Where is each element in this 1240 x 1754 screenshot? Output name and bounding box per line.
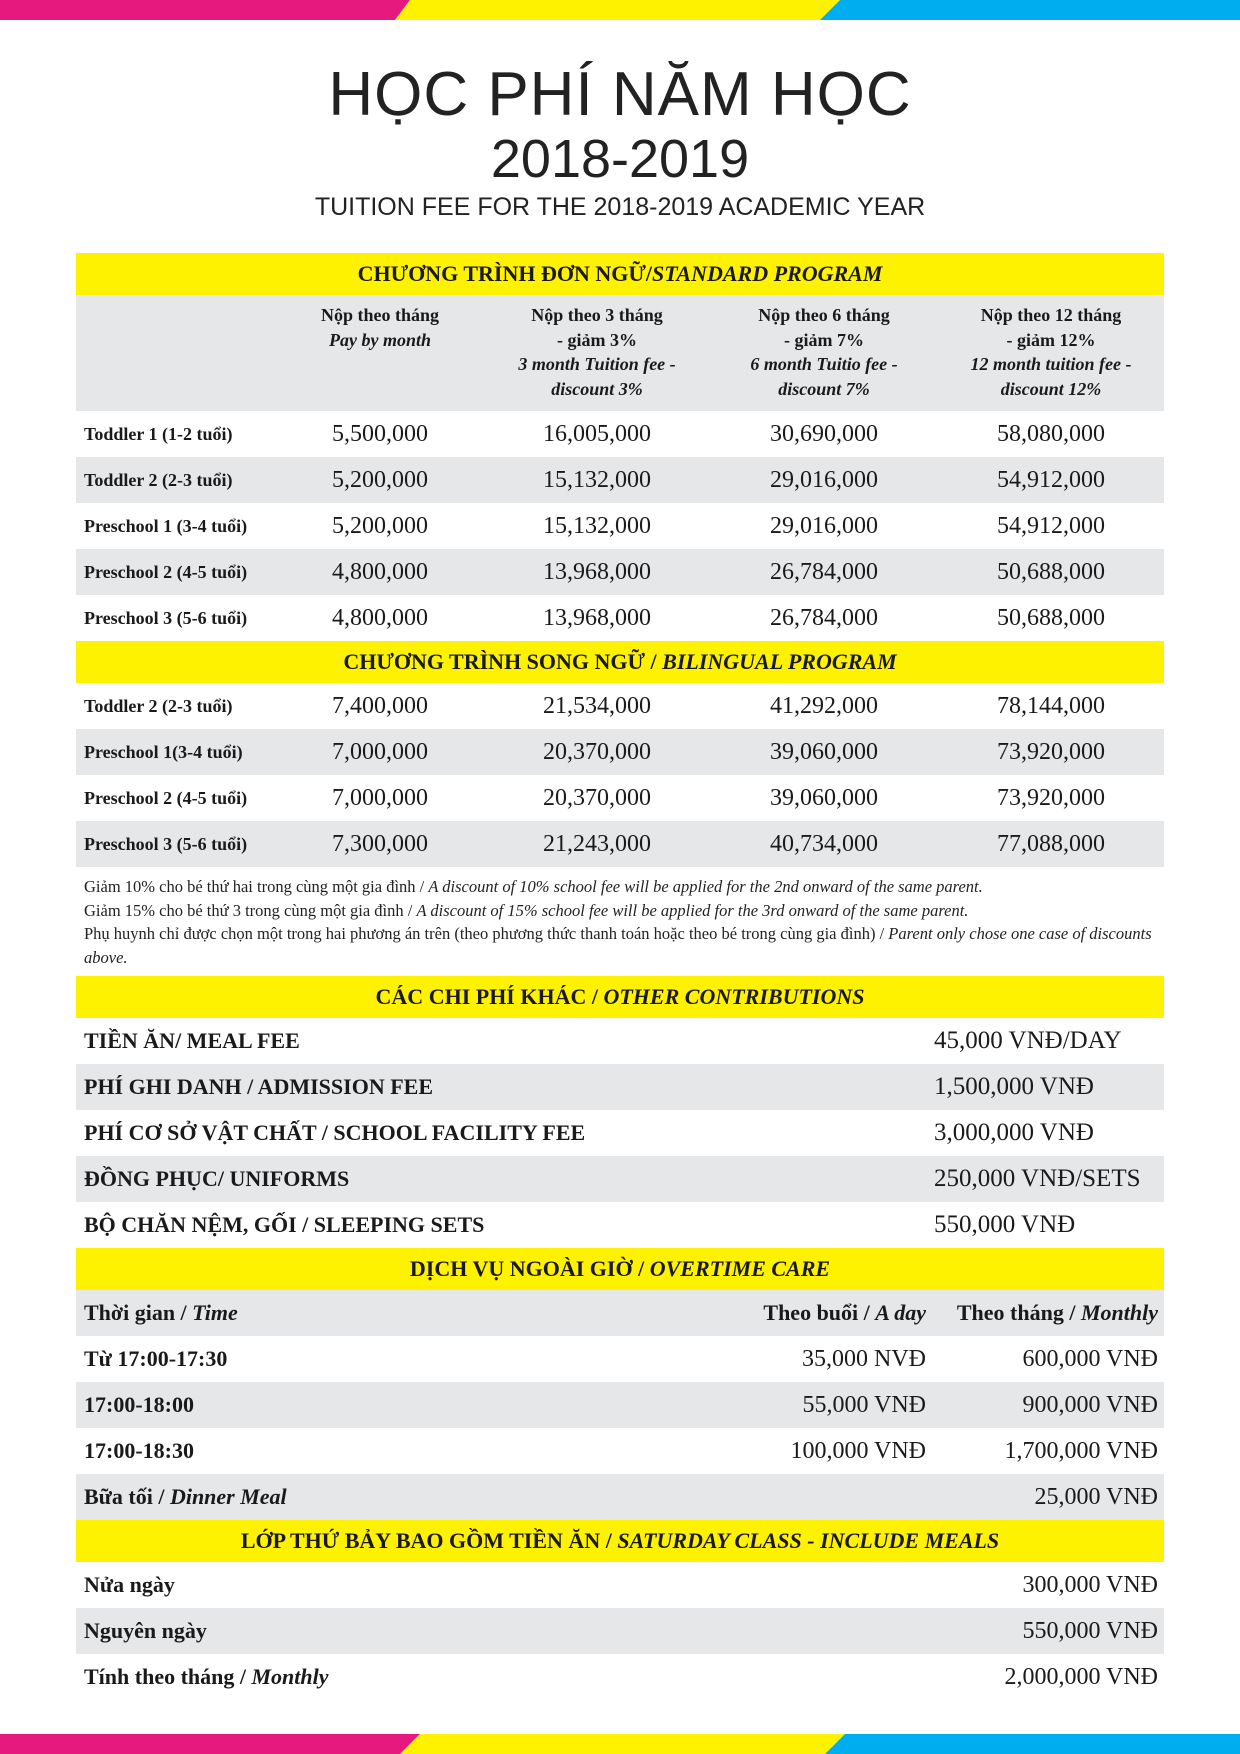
standard-program-heading: CHƯƠNG TRÌNH ĐƠN NGỮ/STANDARD PROGRAM bbox=[76, 253, 1164, 295]
table-row: Từ 17:00-17:30 35,000 NVĐ 600,000 VNĐ bbox=[84, 1345, 1158, 1372]
fee-content bbox=[76, 253, 1164, 1700]
column-header-row bbox=[76, 295, 1164, 411]
top-color-stripe bbox=[0, 0, 1240, 20]
academic-year: 2018-2019 bbox=[490, 129, 750, 189]
standard-fee-table bbox=[76, 295, 1164, 641]
list-item: ĐỒNG PHỤC/ UNIFORMS 250,000 VNĐ/SETS bbox=[76, 1156, 1164, 1202]
table-row: Preschool 1 (3-4 tuổi) 5,200,000 15,132,000 29,016,000 54,912,000 bbox=[84, 512, 1105, 539]
list-item: PHÍ CƠ SỞ VẬT CHẤT / SCHOOL FACILITY FEE 3,000,000 VNĐ bbox=[84, 1119, 1094, 1146]
overtime-care-heading: DỊCH VỤ NGOÀI GIỜ / OVERTIME CARE bbox=[76, 1248, 1164, 1290]
table-row: Preschool 3 (5-6 tuổi) 4,800,000 13,968,000 26,784,000 50,688,000 bbox=[84, 604, 1105, 631]
table-row: 17:00-18:00 55,000 VNĐ 900,000 VNĐ bbox=[76, 1382, 1164, 1428]
column-header-6-month: Nộp theo 6 tháng - giảm 7% 6 month Tuitio fee - discount 7% bbox=[750, 305, 898, 399]
column-header-12-month: Nộp theo 12 tháng - giảm 12% 12 month tuition fee - discount 12% bbox=[970, 305, 1132, 399]
column-header-3-month: Nộp theo 3 tháng - giảm 3% 3 month Tuition fee - discount 3% bbox=[518, 305, 676, 399]
table-row: Preschool 2 (4-5 tuổi) 4,800,000 13,968,000 26,784,000 50,688,000 bbox=[76, 549, 1164, 595]
title-block bbox=[0, 60, 1240, 224]
page-title: HỌC PHÍ NĂM HỌC bbox=[328, 60, 912, 129]
list-item: PHÍ GHI DANH / ADMISSION FEE 1,500,000 VNĐ bbox=[76, 1064, 1164, 1110]
saturday-class-heading: LỚP THỨ BẢY BAO GỒM TIỀN ĂN / SATURDAY CLASS - INCLUDE MEALS bbox=[76, 1520, 1164, 1562]
bilingual-fee-table bbox=[76, 683, 1164, 867]
bilingual-program-heading: CHƯƠNG TRÌNH SONG NGỮ / BILINGUAL PROGRAM bbox=[76, 641, 1164, 683]
column-header-monthly: Theo tháng / Monthly bbox=[956, 1300, 1158, 1325]
other-contributions-heading: CÁC CHI PHÍ KHÁC / OTHER CONTRIBUTIONS bbox=[76, 976, 1164, 1018]
table-row: Preschool 3 (5-6 tuổi) 7,300,000 21,243,000 40,734,000 77,088,000 bbox=[76, 821, 1164, 867]
table-row: Preschool 1(3-4 tuổi) 7,000,000 20,370,000 39,060,000 73,920,000 bbox=[76, 729, 1164, 775]
overtime-header-row bbox=[76, 1290, 1164, 1336]
discount-note: Giảm 15% cho bé thứ 3 trong cùng một gia đình / A discount of 15% school fee will be applied for the 3rd onward of the same parent. bbox=[84, 900, 969, 920]
discount-note: Phụ huynh chỉ được chọn một trong hai phương án trên (theo phương thức thanh toán hoặc theo bé trong cùng gia đình) / Parent only chose one case of discounts above. bbox=[84, 924, 1152, 967]
dinner-meal-row: Bữa tối / Dinner Meal 25,000 VNĐ bbox=[76, 1474, 1164, 1520]
table-row: Toddler 1 (1-2 tuổi) 5,500,000 16,005,000 30,690,000 58,080,000 bbox=[84, 420, 1105, 447]
column-header-time: Thời gian / Time bbox=[84, 1300, 238, 1325]
saturday-monthly-row: Tính theo tháng / Monthly 2,000,000 VNĐ bbox=[84, 1663, 1158, 1690]
table-row: Nửa ngày 300,000 VNĐ bbox=[84, 1571, 1158, 1598]
table-row: Nguyên ngày 550,000 VNĐ bbox=[76, 1608, 1164, 1654]
table-row: Toddler 2 (2-3 tuổi) 7,400,000 21,534,000 41,292,000 78,144,000 bbox=[84, 692, 1105, 719]
table-row: Preschool 2 (4-5 tuổi) 7,000,000 20,370,000 39,060,000 73,920,000 bbox=[84, 784, 1105, 811]
bottom-color-stripe bbox=[0, 1734, 1240, 1754]
discount-notes bbox=[76, 867, 1164, 976]
column-header-monthly: Nộp theo tháng Pay by month bbox=[320, 305, 440, 350]
discount-note: Giảm 10% cho bé thứ hai trong cùng một gia đình / A discount of 10% school fee will be applied for the 2nd onward of the same parent. bbox=[84, 877, 983, 896]
table-row: 17:00-18:30 100,000 VNĐ 1,700,000 VNĐ bbox=[84, 1437, 1158, 1464]
list-item: TIỀN ĂN/ MEAL FEE 45,000 VNĐ/DAY bbox=[84, 1027, 1122, 1054]
column-header-per-day: Theo buổi / A day bbox=[763, 1300, 926, 1325]
list-item: BỘ CHĂN NỆM, GỐI / SLEEPING SETS 550,000 VNĐ bbox=[84, 1211, 1076, 1238]
page-subtitle: TUITION FEE FOR THE 2018-2019 ACADEMIC YEAR bbox=[314, 193, 926, 221]
table-row: Toddler 2 (2-3 tuổi) 5,200,000 15,132,000 29,016,000 54,912,000 bbox=[76, 457, 1164, 503]
